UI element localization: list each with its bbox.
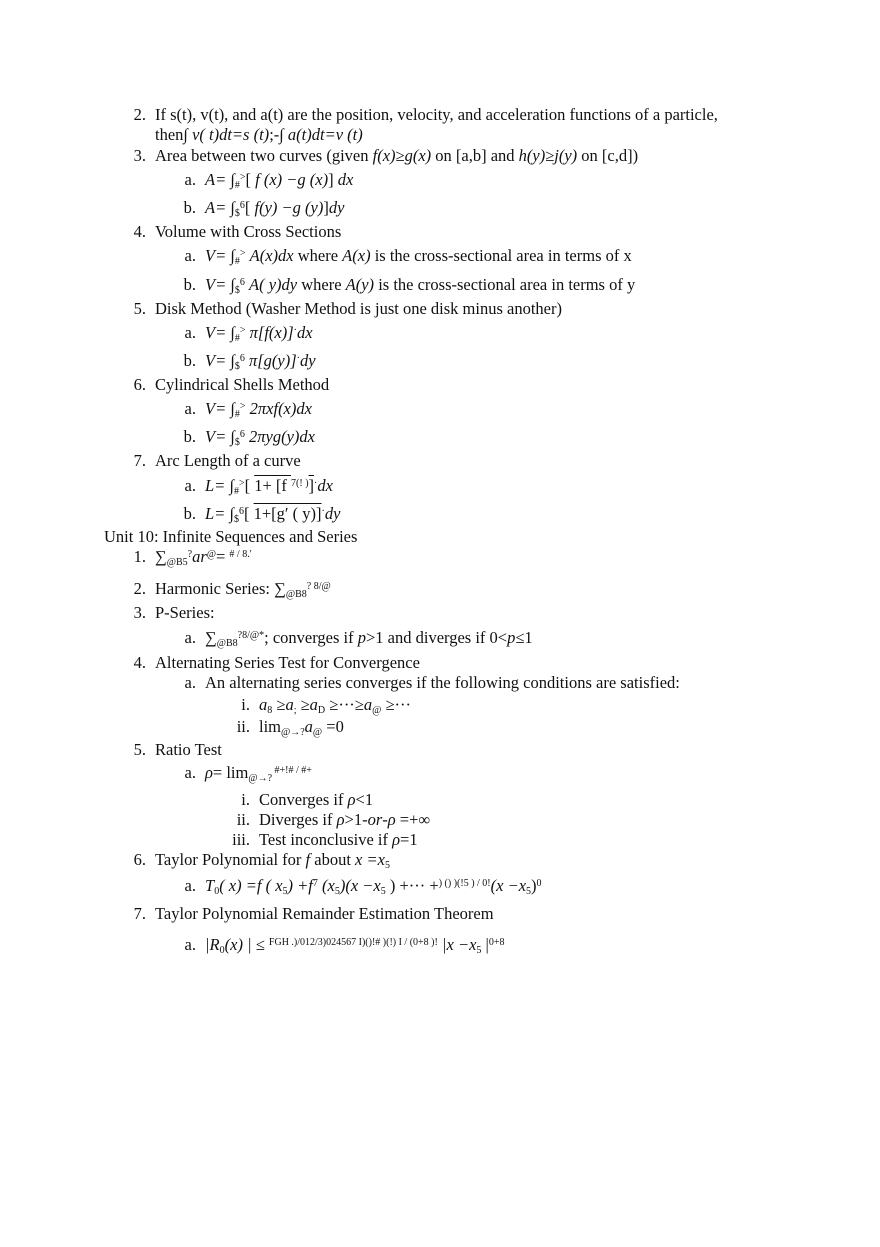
math-text: V= bbox=[205, 427, 231, 446]
math-text: dx bbox=[297, 323, 313, 342]
math-text: A= bbox=[205, 170, 231, 189]
body-text: ∫ bbox=[230, 427, 235, 446]
math-text: dy bbox=[300, 351, 316, 370]
body-text: Taylor Polynomial Remainder Estimation Theorem bbox=[155, 904, 494, 923]
body-text: =1 bbox=[400, 830, 418, 849]
math-text: V= bbox=[205, 399, 231, 418]
math-text: 2πxf(x)dx bbox=[249, 399, 312, 418]
math-text: ; bbox=[293, 705, 297, 716]
math-text: 5 bbox=[282, 886, 288, 897]
list-marker: ii. bbox=[236, 810, 250, 829]
list-marker: a. bbox=[184, 170, 196, 189]
math-text: f(x)≥g(x) bbox=[372, 146, 432, 165]
math-text: 6 bbox=[239, 429, 245, 440]
math-text: 6 bbox=[239, 277, 245, 288]
math-text: V= bbox=[205, 351, 231, 370]
list-item bbox=[160, 628, 533, 647]
math-text: > bbox=[239, 325, 246, 336]
math-text: @→? bbox=[281, 727, 305, 738]
section-heading bbox=[104, 527, 357, 546]
math-text: ρ bbox=[347, 790, 356, 809]
math-text: dy bbox=[328, 198, 345, 217]
body-text: Converges if bbox=[259, 790, 348, 809]
math-text: # bbox=[234, 409, 240, 420]
list-marker: 6. bbox=[133, 850, 146, 869]
math-text: (x −x bbox=[490, 876, 527, 895]
math-text: h(y)≥j(y) bbox=[518, 146, 578, 165]
math-text: #+!# / #+ bbox=[272, 765, 312, 776]
body-text: =+∞ bbox=[395, 810, 431, 829]
list-marker: 2. bbox=[133, 579, 146, 598]
list-item bbox=[160, 673, 680, 692]
list-marker: 5. bbox=[133, 299, 146, 318]
body-text: ∫ bbox=[230, 399, 235, 418]
list-item bbox=[160, 763, 312, 782]
list-marker: a. bbox=[184, 476, 196, 495]
math-text: 5 bbox=[526, 886, 532, 897]
body-text: ∫ bbox=[230, 246, 235, 265]
body-text: [ bbox=[244, 476, 255, 495]
list-marker: 7. bbox=[133, 904, 146, 923]
body-text: ) +··· + bbox=[385, 876, 439, 895]
list-item bbox=[126, 375, 329, 394]
math-text: · bbox=[314, 478, 318, 489]
list-marker: a. bbox=[184, 246, 196, 265]
math-text: · bbox=[321, 506, 325, 517]
body-text: = bbox=[215, 547, 230, 566]
math-text: π[f(x)] bbox=[249, 323, 294, 342]
math-text: a bbox=[285, 695, 294, 714]
math-text: a bbox=[304, 717, 313, 736]
math-text: dy bbox=[324, 504, 341, 523]
list-marker: a. bbox=[184, 763, 196, 782]
math-text: $ bbox=[234, 208, 240, 219]
math-text: @→? bbox=[248, 773, 273, 784]
list-item bbox=[126, 579, 331, 598]
math-text: 6 bbox=[239, 200, 245, 211]
math-text: 0 bbox=[219, 945, 225, 956]
math-text: ] bbox=[308, 476, 315, 495]
math-text: # bbox=[234, 256, 240, 267]
body-text: P-Series: bbox=[155, 603, 215, 622]
math-text: @ bbox=[312, 727, 323, 738]
math-text: f bbox=[305, 850, 311, 869]
body-text: ∫ bbox=[230, 198, 235, 217]
math-text: ? bbox=[306, 581, 312, 592]
math-text: a bbox=[259, 695, 268, 714]
body-text: where bbox=[293, 246, 343, 265]
math-text: ar bbox=[192, 547, 207, 566]
math-text: dx bbox=[337, 170, 354, 189]
math-text: # bbox=[234, 333, 240, 344]
math-text: V= bbox=[205, 275, 231, 294]
list-item bbox=[126, 105, 718, 124]
body-text: ;-∫ bbox=[269, 125, 288, 144]
body-text: >1- bbox=[344, 810, 368, 829]
list-item bbox=[126, 850, 390, 869]
math-text: $ bbox=[234, 361, 240, 372]
math-text: 1+ [f bbox=[254, 476, 292, 495]
math-text: ρ bbox=[205, 763, 213, 782]
math-text: 8 bbox=[267, 705, 273, 716]
body-text: Arc Length of a curve bbox=[155, 451, 301, 470]
math-text: # bbox=[233, 486, 239, 497]
math-text: (x bbox=[317, 876, 335, 895]
list-item bbox=[126, 299, 562, 318]
list-marker: b. bbox=[183, 504, 196, 523]
math-text: p bbox=[507, 628, 516, 647]
list-marker: 3. bbox=[133, 146, 146, 165]
list-item bbox=[160, 476, 333, 495]
list-item bbox=[160, 323, 313, 342]
list-marker: a. bbox=[184, 628, 196, 647]
list-item bbox=[126, 904, 494, 923]
list-marker: b. bbox=[183, 427, 196, 446]
math-text: (x) | ≤ bbox=[224, 935, 269, 954]
math-text: L= bbox=[205, 504, 230, 523]
list-item bbox=[160, 427, 315, 446]
body-text: = lim bbox=[212, 763, 249, 782]
list-item bbox=[218, 790, 373, 809]
body-text: [ bbox=[243, 504, 254, 523]
body-text: ≤1 bbox=[515, 628, 533, 647]
list-item bbox=[160, 198, 344, 217]
body-text: about bbox=[310, 850, 356, 869]
list-item bbox=[160, 246, 632, 265]
math-text: v( t)dt=s (t) bbox=[192, 125, 270, 144]
math-text: a(t)dt=v (t) bbox=[287, 125, 363, 144]
list-marker: i. bbox=[241, 695, 250, 714]
math-text: 2πyg(y)dx bbox=[249, 427, 315, 446]
body-text: [ bbox=[245, 170, 256, 189]
body-text: Volume with Cross Sections bbox=[155, 222, 342, 241]
math-text: · bbox=[293, 325, 297, 336]
math-text: V= bbox=[205, 246, 231, 265]
math-text: 7(! ) bbox=[291, 478, 309, 489]
math-text: dx bbox=[317, 476, 333, 495]
math-text: 7 bbox=[312, 878, 318, 889]
body-text: Cylindrical Shells Method bbox=[155, 375, 330, 394]
math-text: V= bbox=[205, 323, 231, 342]
math-text: 8/@* bbox=[242, 630, 265, 641]
body-text: - bbox=[382, 810, 388, 829]
list-marker: 7. bbox=[133, 451, 146, 470]
body-text: Alternating Series Test for Convergence bbox=[155, 653, 420, 672]
list-marker: 4. bbox=[133, 653, 146, 672]
math-text: @B8 bbox=[285, 589, 307, 600]
list-item bbox=[126, 146, 638, 165]
list-marker: iii. bbox=[232, 830, 250, 849]
body-text: Unit 10: Infinite Sequences and Series bbox=[104, 527, 358, 546]
math-text: 5 bbox=[380, 886, 386, 897]
math-text: |x −x bbox=[437, 935, 477, 954]
math-text: @B5 bbox=[166, 557, 188, 568]
list-marker: 4. bbox=[133, 222, 146, 241]
body-text: ∫ bbox=[229, 504, 234, 523]
body-text: ∫ bbox=[230, 275, 235, 294]
math-text: A(y) bbox=[345, 275, 375, 294]
list-item bbox=[160, 935, 505, 954]
math-text: $ bbox=[234, 285, 240, 296]
math-text: ) +f bbox=[287, 876, 313, 895]
list-item bbox=[160, 275, 635, 294]
list-marker: b. bbox=[183, 275, 196, 294]
math-text: # / 8.' bbox=[229, 549, 252, 560]
math-text: > bbox=[239, 401, 246, 412]
math-text: ρ bbox=[392, 830, 401, 849]
math-text: 8/@ bbox=[311, 581, 331, 592]
list-marker: a. bbox=[184, 876, 196, 895]
list-marker: 3. bbox=[133, 603, 146, 622]
list-item bbox=[160, 170, 353, 189]
math-text: a bbox=[363, 695, 373, 714]
body-text: ∫ bbox=[230, 323, 235, 342]
body-text: is the cross-sectional area in terms of x bbox=[370, 246, 632, 265]
math-text: L= bbox=[205, 476, 230, 495]
math-text: or bbox=[367, 810, 383, 829]
body-text: ; converges if bbox=[264, 628, 358, 647]
list-marker: 6. bbox=[133, 375, 146, 394]
math-text: · bbox=[296, 353, 301, 364]
math-text: 0 bbox=[214, 886, 220, 897]
body-text: [ bbox=[244, 198, 255, 217]
math-text: p bbox=[357, 628, 366, 647]
math-text: FGH .)/012/3)024567 I)()!# )(!) I / (0+8 )! bbox=[268, 937, 438, 948]
math-text: A= bbox=[205, 198, 231, 217]
math-text: π[g(y)] bbox=[249, 351, 297, 370]
body-text: ≥··· bbox=[381, 695, 412, 714]
body-text: ) bbox=[531, 876, 537, 895]
math-text: f(y) −g (y) bbox=[254, 198, 324, 217]
math-text: 0+8 bbox=[488, 937, 505, 948]
list-item bbox=[218, 810, 430, 829]
list-item bbox=[126, 653, 420, 672]
list-item bbox=[126, 222, 341, 241]
body-text: Taylor Polynomial for bbox=[155, 850, 306, 869]
math-text: @ bbox=[372, 705, 382, 716]
body-text: ≥ bbox=[272, 695, 286, 714]
math-text: 5 bbox=[384, 860, 390, 871]
body-text: ∫ bbox=[230, 170, 235, 189]
math-text: 6 bbox=[239, 353, 245, 364]
body-text: | bbox=[481, 935, 489, 954]
math-text: |R bbox=[205, 935, 220, 954]
math-text: ρ bbox=[336, 810, 345, 829]
list-marker: a. bbox=[184, 673, 196, 692]
body-text: ] bbox=[328, 170, 338, 189]
list-marker: b. bbox=[183, 351, 196, 370]
math-text: # bbox=[234, 180, 240, 191]
list-marker: i. bbox=[241, 790, 250, 809]
list-marker: ii. bbox=[236, 717, 250, 736]
body-text: Disk Method (Washer Method is just one disk minus another) bbox=[155, 299, 562, 318]
body-text: lim bbox=[259, 717, 282, 736]
math-text: ( x) =f ( x bbox=[219, 876, 283, 895]
list-marker: 5. bbox=[133, 740, 146, 759]
list-item bbox=[126, 740, 222, 759]
math-text: )(x −x bbox=[339, 876, 381, 895]
math-text: ρ bbox=[387, 810, 396, 829]
math-text: ) () )(!5 ) / 0! bbox=[438, 878, 491, 889]
body-text: ] bbox=[323, 198, 329, 217]
list-item bbox=[218, 695, 411, 714]
body-text: ∑ bbox=[155, 547, 167, 566]
body-text: ≥···≥ bbox=[325, 695, 364, 714]
math-text: A( y)dy bbox=[249, 275, 298, 294]
list-item bbox=[126, 603, 215, 622]
body-text: Diverges if bbox=[259, 810, 337, 829]
list-item bbox=[218, 830, 418, 849]
math-text: T bbox=[205, 876, 215, 895]
list-item bbox=[126, 547, 252, 566]
math-text: x =x bbox=[355, 850, 385, 869]
body-text: is the cross-sectional area in terms of y bbox=[374, 275, 636, 294]
list-item bbox=[218, 717, 344, 736]
body-text: =0 bbox=[322, 717, 344, 736]
list-item bbox=[160, 504, 340, 523]
math-text: ? bbox=[237, 630, 243, 641]
list-item bbox=[126, 125, 363, 144]
math-text: a bbox=[309, 695, 318, 714]
list-item bbox=[126, 451, 301, 470]
body-text: >1 and diverges if 0< bbox=[366, 628, 508, 647]
math-text: A(x) bbox=[342, 246, 371, 265]
math-text: $ bbox=[233, 514, 239, 525]
body-text: Test inconclusive if bbox=[259, 830, 393, 849]
list-marker: a. bbox=[184, 323, 196, 342]
body-text: Ratio Test bbox=[155, 740, 222, 759]
body-text: ∑ bbox=[205, 628, 217, 647]
math-text: @ bbox=[206, 549, 216, 560]
math-text: > bbox=[239, 172, 246, 183]
math-text: 6 bbox=[238, 506, 244, 517]
body-text: then∫ bbox=[155, 125, 193, 144]
body-text: <1 bbox=[355, 790, 374, 809]
math-text: 0 bbox=[536, 878, 542, 889]
math-text: A(x)dx bbox=[249, 246, 294, 265]
body-text: If s(t), v(t), and a(t) are the position, velocity, and acceleration functions of a particle, bbox=[155, 105, 718, 124]
math-text: 1+[g′ ( y)] bbox=[253, 504, 322, 523]
list-item bbox=[160, 399, 312, 418]
list-item bbox=[160, 876, 542, 895]
body-text: on [c,d]) bbox=[577, 146, 639, 165]
math-text: > bbox=[239, 248, 246, 259]
math-text: $ bbox=[234, 437, 240, 448]
list-marker: a. bbox=[184, 399, 196, 418]
math-text: ? bbox=[187, 549, 193, 560]
math-text: 5 bbox=[476, 945, 482, 956]
body-text: Harmonic Series: ∑ bbox=[155, 579, 286, 598]
body-text: Area between two curves (given bbox=[155, 146, 373, 165]
body-text: ≥ bbox=[296, 695, 310, 714]
math-text: f (x) −g (x) bbox=[255, 170, 329, 189]
math-text: > bbox=[238, 478, 245, 489]
body-text: ∫ bbox=[230, 351, 235, 370]
math-text: D bbox=[317, 705, 326, 716]
math-text: 5 bbox=[334, 886, 340, 897]
body-text: An alternating series converges if the following conditions are satisfied: bbox=[205, 673, 680, 692]
list-marker: 1. bbox=[133, 547, 146, 566]
math-text: @B8 bbox=[216, 638, 238, 649]
list-marker: 2. bbox=[133, 105, 146, 124]
list-marker: a. bbox=[184, 935, 196, 954]
list-marker: b. bbox=[183, 198, 196, 217]
body-text: on [a,b] and bbox=[431, 146, 519, 165]
body-text: ∫ bbox=[229, 476, 234, 495]
list-item bbox=[160, 351, 316, 370]
body-text: where bbox=[297, 275, 346, 294]
